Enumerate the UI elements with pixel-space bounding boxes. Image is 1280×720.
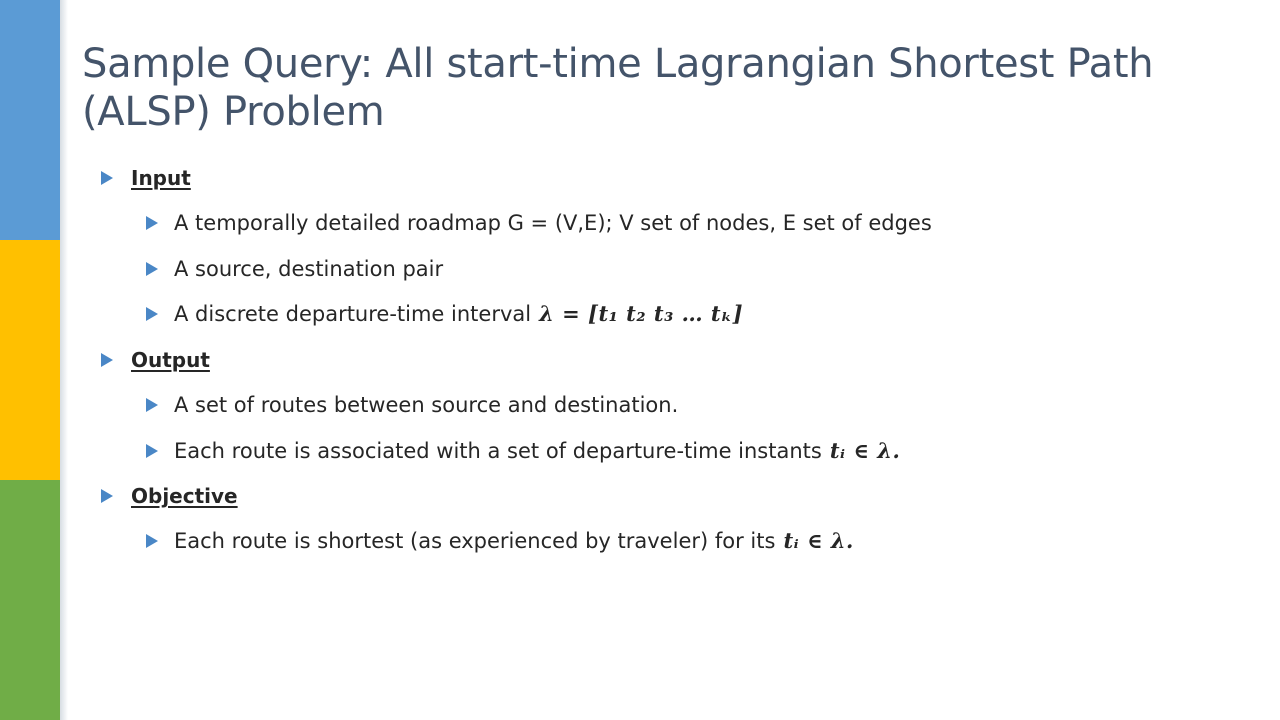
triangle-bullet-icon (146, 398, 158, 412)
math-expression: tᵢ ∈ λ. (783, 528, 854, 553)
triangle-bullet-icon (146, 307, 158, 321)
math-expression: tᵢ ∈ λ. (829, 438, 901, 463)
list-item (146, 437, 900, 465)
math-expression: λ = [t₁ t₂ t₃ … tₖ] (539, 301, 744, 326)
triangle-bullet-icon (101, 353, 113, 367)
slide-title: Sample Query: All start-time Lagrangian Shortest Path (ALSP) Problem (82, 41, 1154, 135)
list-item-text: A discrete departure-time interval (174, 302, 532, 326)
triangle-bullet-icon (146, 216, 158, 230)
triangle-bullet-icon (101, 489, 113, 503)
section-heading-label: Objective (131, 484, 238, 508)
list-item (146, 391, 678, 419)
triangle-bullet-icon (146, 534, 158, 548)
list-item-text: A source, destination pair (174, 257, 444, 281)
list-item (146, 527, 854, 555)
list-item (146, 300, 743, 328)
section-heading-output (101, 346, 210, 374)
list-item (146, 209, 932, 237)
section-heading-objective (101, 482, 238, 510)
section-heading-label: Output (131, 348, 210, 372)
triangle-bullet-icon (146, 262, 158, 276)
triangle-bullet-icon (101, 171, 113, 185)
list-item-text: Each route is shortest (as experienced by traveler) for its (174, 529, 776, 553)
triangle-bullet-icon (146, 444, 158, 458)
list-item-text: A set of routes between source and destination. (174, 393, 679, 417)
list-item-text: A temporally detailed roadmap G = (V,E); V set of nodes, E set of edges (174, 211, 932, 235)
section-heading-input (101, 164, 191, 192)
list-item (146, 255, 443, 283)
section-heading-label: Input (131, 166, 191, 190)
list-item-text: Each route is associated with a set of departure-time instants (174, 439, 822, 463)
